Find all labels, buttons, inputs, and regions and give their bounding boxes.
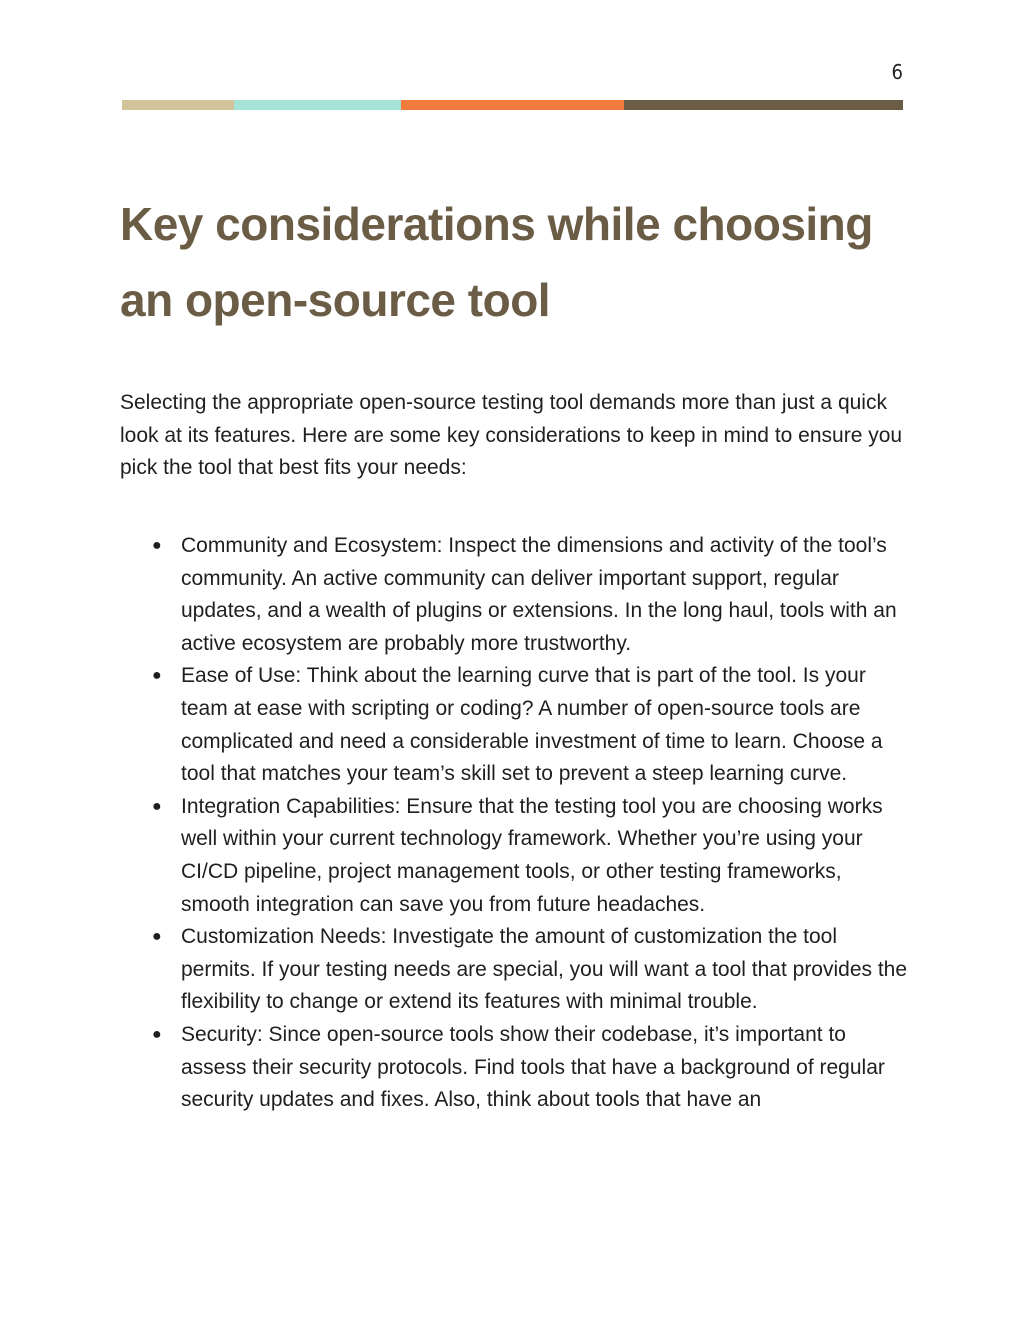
list-item xyxy=(150,791,910,921)
list-item-text: Security: Since open-source tools show their codebase, it’s important to assess their security protocols. Find tools that have a background of regular security updates and fixes. Also, think about tools that have an xyxy=(181,1022,885,1112)
list-item-text: Integration Capabilities: Ensure that the testing tool you are choosing works well within your current technology framework. Whether you’re using your CI/CD pipeline, project management tools, or other testing frameworks, smooth integration can save you from future headaches. xyxy=(181,794,883,916)
title-line-1: Key considerations while choosing xyxy=(120,198,873,250)
list-item xyxy=(150,530,910,660)
bullet-dot-icon: ● xyxy=(152,537,162,554)
list-item xyxy=(150,921,910,1019)
bullet-dot-icon: ● xyxy=(152,797,162,815)
accent-segment-2 xyxy=(234,100,401,110)
page-number: 6 xyxy=(891,60,903,84)
list-item xyxy=(150,1019,910,1117)
list-item xyxy=(150,660,910,790)
bullet-dot-icon: ● xyxy=(152,667,162,685)
accent-color-bar xyxy=(122,100,903,110)
list-item-text: Community and Ecosystem: Inspect the dimensions and activity of the tool’s community. An active community can deliver important support, regular updates, and a wealth of plugins or extensions. In the long haul, tools with an active ecosystem are probably more trustworthy. xyxy=(181,534,897,655)
accent-segment-1 xyxy=(122,100,234,110)
title-line-2: an open-source tool xyxy=(120,274,551,326)
considerations-list xyxy=(150,530,910,1117)
list-item-text: Customization Needs: Investigate the amount of customization the tool permits. If your testing needs are special, you will want a tool that provides the flexibility to change or extend its features with minimal trouble. xyxy=(181,925,908,1014)
intro-paragraph: Selecting the appropriate open-source testing tool demands more than just a quick look at its features. Here are some key considerations to keep in mind to ensure you pick the tool that best fits your needs: xyxy=(120,391,903,480)
page-title xyxy=(120,186,910,338)
bullet-dot-icon: ● xyxy=(152,928,162,946)
list-item-text: Ease of Use: Think about the learning curve that is part of the tool. Is your team at ease with scripting or coding? A number of open-source tools are complicated and need a considerable investment of time to learn. Choose a tool that matches your team’s skill set to prevent a steep learning curve. xyxy=(181,664,883,786)
bullet-dot-icon: ● xyxy=(152,1025,162,1043)
accent-segment-4 xyxy=(624,100,903,110)
accent-segment-3 xyxy=(401,100,624,110)
